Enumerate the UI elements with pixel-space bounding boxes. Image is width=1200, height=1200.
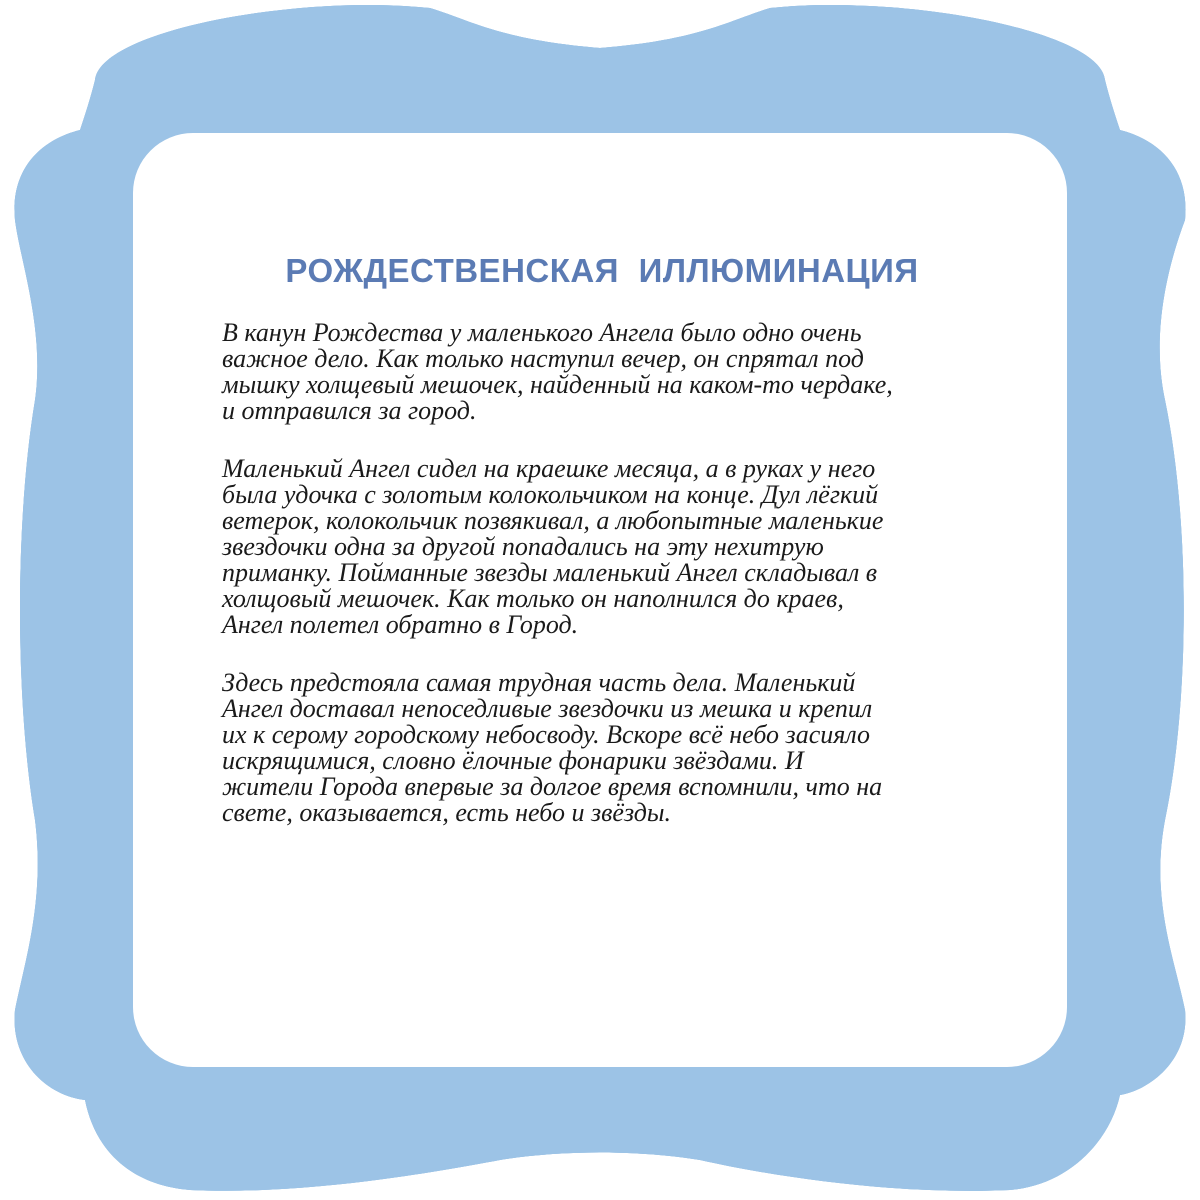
paragraph-line: звездочки одна за другой попадались на эту нехитрую xyxy=(222,532,824,561)
paragraph-line: приманку. Пойманные звезды маленький Ангел складывал в xyxy=(222,558,878,587)
paragraph-line: была удочка с золотым колокольчиком на конце. Дул лёгкий xyxy=(222,480,879,509)
paragraph-line: Ангел полетел обратно в Город. xyxy=(222,610,579,639)
paragraph-line: свете, оказывается, есть небо и звёзды. xyxy=(222,798,672,827)
paragraph-line: их к серому городскому небосводу. Вскоре всё небо засияло xyxy=(222,720,870,749)
paragraph-line: Ангел доставал непоседливые звездочки из мешка и крепил xyxy=(222,694,873,723)
paragraph-line: Маленький Ангел сидел на краешке месяца, а в руках у него xyxy=(222,454,876,483)
paragraph-line: важное дело. Как только наступил вечер, он спрятал под xyxy=(222,344,864,373)
paragraphs-container xyxy=(222,320,982,826)
paragraph-line: холщовый мешочек. Как только он наполнился до краев, xyxy=(222,584,844,613)
paragraph-line: Здесь предстояла самая трудная часть дела. Маленький xyxy=(222,668,856,697)
paragraph-line: и отправился за город. xyxy=(222,396,477,425)
paragraph-line: жители Города впервые за долгое время вспомнили, что на xyxy=(222,772,883,801)
document-body xyxy=(222,252,982,858)
paragraph-line: В канун Рождества у маленького Ангела было одно очень xyxy=(222,318,862,347)
paragraph-line: ветерок, колокольчик позвякивал, а любопытные маленькие xyxy=(222,506,884,535)
paragraph-3 xyxy=(222,670,982,826)
paragraph-line: искрящимися, словно ёлочные фонарики звёздами. И xyxy=(222,746,804,775)
paragraph-1 xyxy=(222,320,982,424)
paragraph-line: мышку холщевый мешочек, найденный на каком-то чердаке, xyxy=(222,370,893,399)
paragraph-2 xyxy=(222,456,982,638)
document-title: РОЖДЕСТВЕНСКАЯ ИЛЛЮМИНАЦИЯ xyxy=(285,252,919,289)
